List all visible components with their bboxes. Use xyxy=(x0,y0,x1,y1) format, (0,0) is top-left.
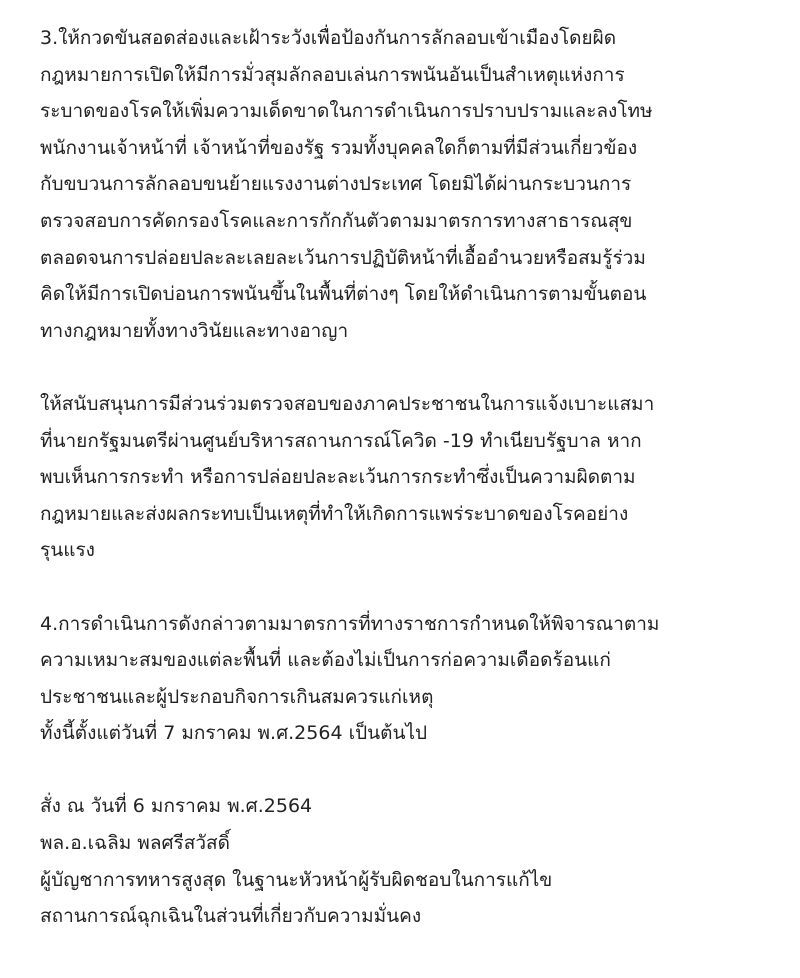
paragraph-item-4 xyxy=(40,606,780,752)
signatory-title-cont: สถานการณ์ฉุกเฉินในส่วนที่เกี่ยวกับความมั่นคง xyxy=(40,905,422,928)
paragraph-public-participation xyxy=(40,386,780,569)
text-line: รุนแรง xyxy=(40,539,95,562)
text-line: 3.ให้กวดขันสอดส่องและเฝ้าระวังเพื่อป้องกันการลักลอบเข้าเมืองโดยผิด xyxy=(40,27,617,49)
signatory-title: ผู้บัญชาการทหารสูงสุด ในฐานะหัวหน้าผู้รับผิดชอบในการแก้ไข xyxy=(40,868,553,891)
text-line: ตรวจสอบการคัดกรองโรคและการกักกันตัวตามมาตรการทางสาธารณสุข xyxy=(40,209,633,232)
signatory-name: พล.อ.เฉลิม พลศรีสวัสดิ์ xyxy=(40,832,230,855)
text-line: คิดให้มีการเปิดบ่อนการพนันขึ้นในพื้นที่ต่างๆ โดยให้ดำเนินการตามขั้นตอน xyxy=(40,283,647,306)
text-line: ทางกฎหมายทั้งทางวินัยและทางอาญา xyxy=(40,319,349,342)
paragraph-item-3 xyxy=(40,20,780,349)
text-line: ประชาชนและผู้ประกอบกิจการเกินสมควรแก่เหตุ xyxy=(40,685,434,708)
order-date: สั่ง ณ วันที่ 6 มกราคม พ.ศ.2564 xyxy=(40,795,313,818)
text-line: กฎหมายและส่งผลกระทบเป็นเหตุที่ทำให้เกิดการแพร่ระบาดของโรคอย่าง xyxy=(40,502,629,525)
paragraph-gap xyxy=(40,752,780,789)
text-line: ระบาดของโรคให้เพิ่มความเด็ดขาดในการดำเนินการปราบปรามและลงโทษ xyxy=(40,100,653,123)
text-line: ความเหมาะสมของแต่ละพื้นที่ และต้องไม่เป็นการก่อความเดือดร้อนแก่ xyxy=(40,649,611,672)
document-body xyxy=(40,20,780,935)
text-line: ที่นายกรัฐมนตรีผ่านศูนย์บริหารสถานการณ์โควิด -19 ทำเนียบรัฐบาล หาก xyxy=(40,429,642,452)
text-line: ทั้งนี้ตั้งแต่วันที่ 7 มกราคม พ.ศ.2564 เป็นต้นไป xyxy=(40,722,428,745)
paragraph-gap xyxy=(40,569,780,606)
text-line: กับขบวนการลักลอบขนย้ายแรงงานต่างประเทศ โดยมิได้ผ่านกระบวนการ xyxy=(40,173,632,196)
paragraph-gap xyxy=(40,349,780,386)
text-line: พบเห็นการกระทำ หรือการปล่อยปละละเว้นการกระทำซึ่งเป็นความผิดตาม xyxy=(40,466,636,489)
text-line: ตลอดจนการปล่อยปละละเลยละเว้นการปฏิบัติหน้าที่เอื้ออำนวยหรือสมรู้ร่วม xyxy=(40,246,646,269)
text-line: 4.การดำเนินการดังกล่าวตามมาตรการที่ทางราชการกำหนดให้พิจารณาตาม xyxy=(40,612,660,635)
text-line: พนักงานเจ้าหน้าที่ เจ้าหน้าที่ของรัฐ รวมทั้งบุคคลใดก็ตามที่มีส่วนเกี่ยวข้อง xyxy=(40,136,638,159)
text-line: ให้สนับสนุนการมีส่วนร่วมตรวจสอบของภาคประชาชนในการแจ้งเบาะแสมา xyxy=(40,392,655,415)
signature-block xyxy=(40,788,780,934)
text-line: กฎหมายการเปิดให้มีการมั่วสุมลักลอบเล่นการพนันอันเป็นสำเหตุแห่งการ xyxy=(40,63,625,86)
